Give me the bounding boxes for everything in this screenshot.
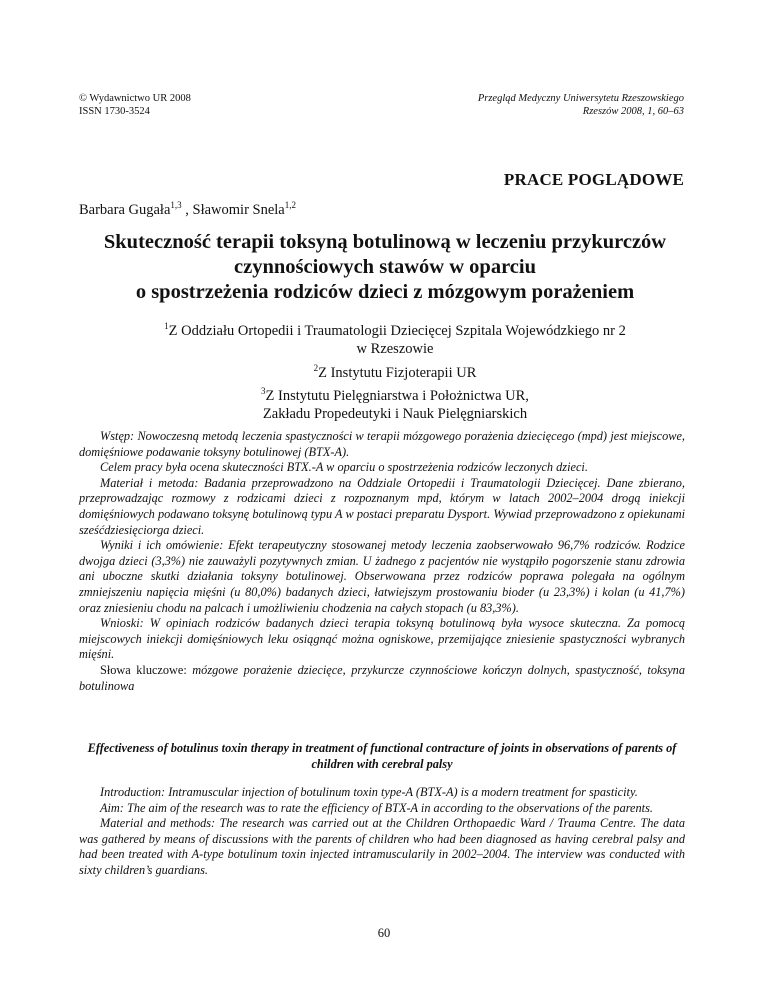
affiliation-3 <box>90 382 700 405</box>
abstract-pl-aim: Celem pracy była ocena skuteczności BTX.-A w oparciu o spostrzeżenia rodziców leczonych dzieci. <box>100 460 588 475</box>
affiliation-1 <box>90 317 700 340</box>
page-number: 60 <box>377 926 391 940</box>
keywords-text: mózgowe porażenie dziecięce, przykurcze czynnościowe kończyn dolnych, spastyczność, toksyna botulinowa <box>79 662 685 693</box>
abstract-pl-intro: Wstęp: Nowoczesną metodą leczenia spastyczności w terapii mózgowego porażenia dziecięcego (mpd) jest miejscowe, domięśniowe podawanie toksyny botulinowej (BTX-A). <box>79 429 685 459</box>
author-1-affil: 1,3 <box>170 200 182 210</box>
affiliation-1-sup: 1 <box>164 321 169 331</box>
title-line-2: czynnościowych stawów w oparciu <box>234 256 536 278</box>
title-line-1: Skuteczność terapii toksyną botulinową w leczeniu przykurczów <box>103 231 667 253</box>
article-title <box>70 230 700 305</box>
affiliation-2-line: Z Instytutu Fizjoterapii UR <box>318 364 477 381</box>
affiliation-1-line-1: Z Oddziału Ortopedii i Traumatologii Dziecięcej Szpitala Wojewódzkiego nr 2 <box>168 322 626 339</box>
abstract-pl-conclusions: Wnioski: W opiniach rodziców badanych dzieci terapia toksyną botulinową była wysoce skuteczna. Za pomocą miejscowych iniekcji domięśniowych leku osiągnąć można ogniskowe, przemijające zniesienie spastyczności wybranych mięśni. <box>79 616 685 662</box>
authors-line <box>79 200 296 219</box>
header-right <box>478 92 684 118</box>
keywords-label: Słowa kluczowe: <box>100 662 193 677</box>
affiliation-3-sup: 3 <box>261 386 266 397</box>
header-left <box>79 92 191 118</box>
affiliations <box>90 317 700 424</box>
keywords-paragraph <box>79 663 685 694</box>
abstract-english <box>79 785 685 879</box>
abstract-en-methods: Material and methods: The research was carried out at the Children Orthopaedic Ward / Trauma Centre. The data was gathered by means of discussions with the parents of children who had been diagnosed as having cerebral palsy and had been treated with A-type botulinum toxin injected intramuscularily in 2002–2004. The interview was conducted with sixty children’s guardians. <box>79 816 685 877</box>
abstract-en-aim: Aim: The aim of the research was to rate the efficiency of BTX-A in according to the observations of the parents. <box>100 800 653 815</box>
journal-name: Przegląd Medyczny Uniwersytetu Rzeszowskiego <box>477 93 684 104</box>
abstract-pl-results: Wyniki i ich omówienie: Efekt terapeutyczny stosowanej metody leczenia zaobserwowało 96,7% rodziców. Rodzice dwojga dzieci (3,3%) nie zauważyli pozytywnych zmian. U żadnego z pacjentów nie wystąpiło pogorszenie stanu zdrowia ani uboczne skutki działania toksyny botulinowej. Obserwowana przez rodziców poprawa polegała na ogólnym zmniejszeniu napięcia mięśni (u 80,0%) badanych dzieci, łatwiejszym prostowaniu bioder (u 23,3%) i kolan (u 41,7%) oraz zniesieniu chodu na palcach i umożliwieniu chodzenia na całych stopach (u 83,3%). <box>79 538 685 615</box>
author-2-name: Sławomir Snela <box>192 201 285 218</box>
publisher-line: © Wydawnictwo UR 2008 <box>79 93 191 104</box>
english-title: Effectiveness of botulinus toxin therapy in treatment of functional contracture of joints in observations of parents of children with cerebral palsy <box>87 741 677 771</box>
author-2-affil: 1,2 <box>284 200 296 210</box>
abstract-pl-methods: Materiał i metoda: Badania przeprowadzono na Oddziale Ortopedii i Traumatologii Dziecięcej. Dane zbierano, przeprowadzając rozmowy z rodzicami dzieci z rozpoznanym mpd, którym w latach 2002–2004 drogą iniekcji domięśniowych podawano toksynę botulinową typu A w postaci preparatu Dysport. Wywiad przeprowadzono z opiekunami sześćdziesięciorga dzieci. <box>79 475 685 537</box>
affiliation-1-line-2: w Rzeszowie <box>356 341 434 358</box>
abstract-polish <box>79 429 685 694</box>
affiliation-2-sup: 2 <box>313 362 319 373</box>
abstract-en-intro: Introduction: Intramuscular injection of botulinum toxin type-A (BTX-A) is a modern treatment for spasticity. <box>100 785 638 799</box>
section-heading: PRACE POGLĄDOWE <box>503 170 684 189</box>
author-separator: , <box>181 201 193 218</box>
journal-citation: Rzeszów 2008, 1, 60–63 <box>582 106 684 117</box>
author-1-name: Barbara Gugała <box>79 201 171 218</box>
title-line-3: o spostrzeżenia rodziców dzieci z mózgowym porażeniem <box>135 281 635 303</box>
affiliation-3-line-2: Zakładu Propedeutyki i Nauk Pielęgniarskich <box>262 406 528 423</box>
affiliation-2 <box>90 359 700 382</box>
affiliation-3-line-1: Z Instytutu Pielęgniarstwa i Położnictwa UR, <box>265 387 529 404</box>
issn-line: ISSN 1730-3524 <box>79 106 150 117</box>
